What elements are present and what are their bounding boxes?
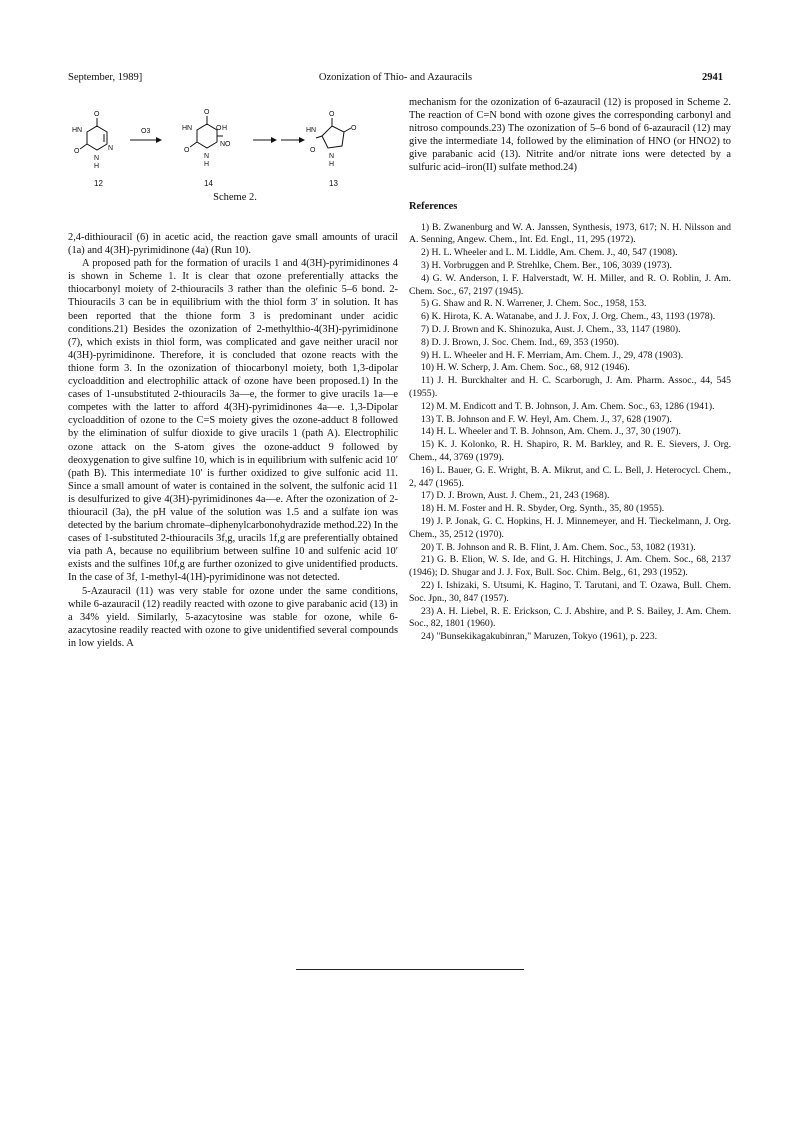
svg-text:H: H (329, 161, 335, 168)
reference-item: 9) H. L. Wheeler and H. F. Merriam, Am. Chem. J., 29, 478 (1903). (421, 349, 684, 361)
reference-item: 10) H. W. Scherp, J. Am. Chem. Soc., 68, 912 (1946). (421, 362, 630, 374)
structure-14 (182, 109, 231, 168)
svg-text:O: O (329, 111, 335, 118)
body-paragraph: 2,4-dithiouracil (6) in acetic acid, the reaction gave small amounts of uracil (1a) and 4(3H)-pyrimidinone (4a) (Run 10). (68, 232, 398, 257)
svg-text:O: O (351, 125, 357, 132)
reference-item: 4) G. W. Anderson, I. F. Halverstadt, W. H. Miller, and R. O. Roblin, J. Am. Chem. Soc., 67, 2197 (1945). (409, 272, 731, 297)
references-heading: References (409, 200, 458, 212)
left-column (68, 231, 398, 650)
reference-item: 5) G. Shaw and R. N. Warrener, J. Chem. Soc., 1958, 153. (421, 298, 647, 310)
header-title: Ozonization of Thio- and Azauracils (318, 72, 473, 83)
body-paragraph: 5-Azauracil (11) was very stable for ozone under the same conditions, while 6-azauracil (12) readily reacted with ozone to give parabanic acid (13) in a 34% yield. Similarly, 5-azacytosine was stable for ozone, while 6-azacytosine readily reacted with ozone to give unidentified several compounds in low yields. A (68, 585, 398, 649)
right-column (409, 96, 731, 644)
reference-item: 6) K. Hirota, K. A. Watanabe, and J. J. Fox, J. Org. Chem., 43, 1193 (1978). (421, 311, 716, 323)
reference-item: 22) I. Ishizaki, S. Utsumi, K. Hagino, T. Tarutani, and T. Ozawa, Bull. Chem. Soc. Jpn., 30, 847 (1957). (409, 579, 731, 604)
svg-text:HN: HN (182, 125, 193, 132)
svg-text:NO: NO (220, 141, 231, 148)
reference-item: 21) G. B. Elion, W. S. Ide, and G. H. Hitchings, J. Am. Chem. Soc., 68, 2137 (1946); D. Shugar and J. J. Fox, Bull. Soc. Chim. Belg., 61, 293 (1952). (409, 554, 731, 579)
reference-item: 3) H. Vorbruggen and P. Strehlke, Chem. Ber., 106, 3039 (1973). (421, 260, 672, 272)
svg-text:O: O (184, 147, 190, 154)
structure-12 (72, 111, 113, 170)
header-date: September, 1989] (68, 72, 143, 83)
svg-text:H: H (204, 161, 210, 168)
reference-item: 11) J. H. Burckhalter and H. C. Scarborugh, J. Am. Pharm. Assoc., 44, 545 (1955). (409, 375, 731, 400)
header-page-number: 2941 (702, 72, 723, 83)
reference-item: 8) D. J. Brown, J. Soc. Chem. Ind., 69, 353 (1950). (421, 336, 620, 348)
svg-text:O: O (310, 147, 316, 154)
reagent-label: O3 (141, 128, 151, 135)
reference-item: 17) D. J. Brown, Aust. J. Chem., 21, 243 (1968). (421, 490, 610, 502)
svg-text:O: O (74, 148, 80, 155)
reference-item: 12) M. M. Endicott and T. B. Johnson, J. Am. Chem. Soc., 63, 1286 (1941). (421, 400, 715, 412)
compound-label-12: 12 (94, 179, 103, 188)
compound-label-14: 14 (204, 179, 213, 188)
reference-item: 20) T. B. Johnson and R. B. Flint, J. Am. Chem. Soc., 53, 1082 (1931). (421, 541, 696, 553)
svg-text:N: N (94, 155, 100, 162)
svg-text:O: O (216, 125, 222, 132)
scheme-caption: Scheme 2. (213, 192, 257, 203)
reference-item: 23) A. H. Liebel, R. E. Erickson, C. J. Abshire, and P. S. Bailey, J. Am. Chem. Soc., 82, 1801 (1960). (409, 605, 731, 630)
reference-item: 13) T. B. Johnson and F. W. Heyl, Am. Chem. J., 37, 628 (1907). (421, 413, 672, 425)
body-paragraph: A proposed path for the formation of uracils 1 and 4(3H)-pyrimidinones 4 is shown in Scheme 1. It is clear that ozone preferentially attacks the thiocarbonyl moiety of 2-thiouracils 3 rather than the olefinic 5–6 bond. 2-Thiouracils 3 can be in equilibrium with the thiol form 3′ in solution. It has been reported that the thione form 3 is predominant under acidic conditions.21) Besides the ozonization of 2-methylthio-4(3H)-pyrimidinone (7), which exists in thiol form, was complicated and gave neither uracil nor 4(3H)-pyrimidinone. Therefore, it is concluded that ozone reacts with the thione form 3. In the ozonization of thiocarbonyl moiety, both 1,3-dipolar cycloaddition and electrophilic attack of ozone have been proposed.1) In the cases of 1-unsubstituted 2-thiouracils 3a—e, the former to give uracils 1a—e competes with the latter to afford 4(3H)-pyrimidinones 4a—e. 1,3-Dipolar cycloaddition of ozone to the C=S moiety gives the ozone-adduct 8 followed by the elimination of sulfur dioxide to give uracils 1 (path A). Electrophilic ozone attack on the S-atom gives the ozone-adduct 9 followed by deoxygenation to give sulfine 10, which is in equilibrium with sulfenic acid 10′ (path B). This intermediate 10′ is further oxidized to give sulfonic acid 11. Since a small amount of water is contained in the solvent, the sulfonic acid 11 is desulfurized to give 4(3H)-pyrimidinones 4a—e. After the ozonization of 2-thiouracil (3a), the pH value of the solution was 1.5 and a sulfate ion was detected by the barium chromate–diphenylcarbonohydrazide method.22) In the cases of 1-substituted 2-thiouracils 3f,g, uracils 1f,g are preferentially obtained via path A, because no equilibrium between sulfine 10 and sulfenic acid 10′ exists and the sulfines 10f,g are further ozonized to give unidentified products. In the case of 3f, 1-methyl-4(1H)-pyrimidinone was not detected. (68, 258, 398, 584)
reference-item: 15) K. J. Kolonko, R. H. Shapiro, R. M. Barkley, and R. E. Sievers, J. Org. Chem., 44, 3769 (1979). (409, 439, 731, 463)
body-paragraph: mechanism for the ozonization of 6-azauracil (12) is proposed in Scheme 2. The reaction of C=N bond with ozone gives the corresponding carbonyl and nitroso compounds.23) The ozonization of 5–6 bond of 6-azauracil (12) may give the intermediate 14, followed by the elimination of HNO (or HNO2) to give parabanic acid (13). Nitrite and/or nitrate ions were detected by a sulfuric acid–iron(II) sulfate method.24) (409, 97, 731, 174)
svg-text:O: O (204, 109, 210, 116)
running-header (68, 72, 723, 88)
svg-text:N: N (108, 145, 114, 152)
svg-text:H: H (222, 125, 228, 132)
reference-item: 19) J. P. Jonak, G. C. Hopkins, H. J. Minnemeyer, and H. Tieckelmann, J. Org. Chem., 35, 2512 (1970). (409, 515, 731, 540)
reference-item: 7) D. J. Brown and K. Shinozuka, Aust. J. Chem., 33, 1147 (1980). (421, 324, 681, 336)
references-list (409, 222, 731, 644)
scheme-2-figure (70, 100, 400, 210)
reference-item: 18) H. M. Foster and H. R. Sbyder, Org. Synth., 35, 80 (1955). (421, 503, 665, 515)
structure-13 (306, 111, 357, 168)
svg-text:HN: HN (306, 127, 317, 134)
scheme-2-structures (70, 100, 400, 195)
svg-text:N: N (204, 153, 210, 160)
svg-text:HN: HN (72, 127, 83, 134)
reference-item: 16) L. Bauer, G. E. Wright, B. A. Mikrut, and C. L. Bell, J. Heterocycl. Chem., 2, 447 (1965). (409, 464, 731, 489)
footnote-rule (296, 969, 524, 970)
reference-item: 1) B. Zwanenburg and W. A. Janssen, Synthesis, 1973, 617; N. H. Nilsson and A. Senning, Angew. Chem., Int. Ed. Engl., 11, 295 (1972). (409, 221, 731, 246)
svg-text:H: H (94, 163, 100, 170)
svg-text:N: N (329, 153, 335, 160)
compound-label-13: 13 (329, 179, 338, 188)
svg-text:O: O (94, 111, 100, 118)
reference-item: 24) "Bunsekikagakubinran," Maruzen, Tokyo (1961), p. 223. (421, 631, 658, 643)
reference-item: 14) H. L. Wheeler and T. B. Johnson, Am. Chem. J., 37, 30 (1907). (421, 426, 681, 438)
ozone-arrow (130, 128, 162, 143)
multistep-arrows (253, 137, 305, 143)
reference-item: 2) H. L. Wheeler and L. M. Liddle, Am. Chem. J., 40, 547 (1908). (421, 247, 678, 259)
